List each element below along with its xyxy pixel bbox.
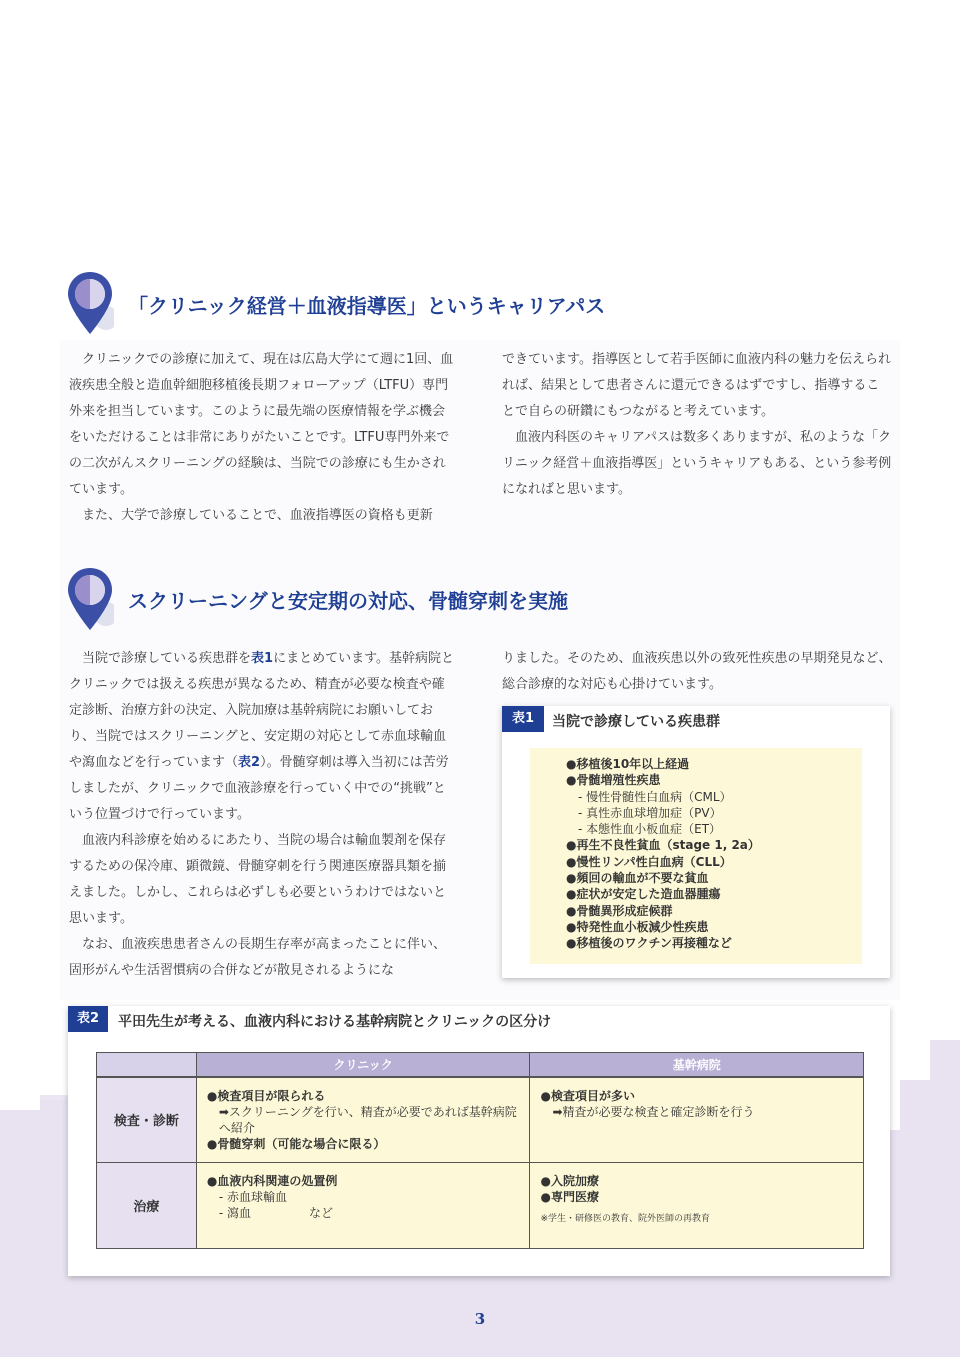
disease-item: - 慢性骨髄性白血病（CML） bbox=[578, 789, 732, 804]
column-header-hospital: 基幹病院 bbox=[530, 1053, 864, 1077]
paragraph: できています。指導医として若手医師に血液内科の魅力を伝えられれば、結果として患者さんに還元できるはずですし、指導することで自らの研鑽にもつながると考えています。 bbox=[502, 352, 891, 419]
disease-item: ●頻回の輸血が不要な貧血 bbox=[566, 871, 709, 886]
paragraph: りました。そのため、血液疾患以外の致死性疾患の早期発見など、総合診療的な対応も心掛けています。 bbox=[502, 651, 892, 692]
section-title-career-path: 「クリニック経営＋血液指導医」というキャリアパス bbox=[128, 294, 606, 318]
disease-item: ●骨髄異形成症候群 bbox=[566, 903, 673, 918]
paragraph: なお、血液疾患患者さんの長期生存率が高まったことに伴い、固形がんや生活習慣病の合併などが散見されるようにな bbox=[69, 937, 447, 978]
cell-clinic-exam: ●検査項目が限られる ➡スクリーニングを行い、精査が必要であれば基幹病院へ紹介 ●骨髄穿刺（可能な場合に限る） bbox=[196, 1077, 530, 1163]
section-title-screening: スクリーニングと安定期の対応、骨髄穿刺を実施 bbox=[128, 589, 568, 613]
disease-item: ●骨髄増殖性疾患 bbox=[566, 773, 661, 788]
section1-right-column bbox=[502, 347, 892, 503]
paragraph: 血液内科診療を始めるにあたり、当院の場合は輸血製剤を保存するための保冷庫、顕微鏡、骨髄穿刺を行う関連医療器具類を揃えました。しかし、これらは必ずしも必要というわけではないと思います。 bbox=[69, 833, 447, 926]
disease-item: ●慢性リンパ性白血病（CLL） bbox=[566, 854, 732, 869]
disease-item: - 真性赤血球増加症（PV） bbox=[578, 805, 722, 820]
table2-tag: 表2 bbox=[68, 1006, 108, 1032]
table2-division bbox=[68, 1006, 890, 1276]
table1-reference[interactable]: 表1 bbox=[251, 651, 274, 666]
cell-hospital-treatment: ●入院加療 ●専門医療 ※学生・研修医の教育、院外医師の再教育 bbox=[530, 1163, 864, 1249]
table-corner bbox=[97, 1053, 197, 1077]
row-label-treatment: 治療 bbox=[97, 1163, 197, 1249]
map-pin-icon bbox=[66, 270, 114, 336]
row-label-exam: 検査・診断 bbox=[97, 1077, 197, 1163]
paragraph: 血液内科医のキャリアパスは数多くありますが、私のような「クリニック経営＋血液指導医」というキャリアもある、という参考例になればと思います。 bbox=[502, 430, 892, 497]
cell-clinic-treatment: ●血液内科関連の処置例 - 赤血球輸血 - 瀉血 など bbox=[196, 1163, 530, 1249]
disease-item: ●移植後のワクチン再接種など bbox=[566, 936, 732, 951]
section2-right-column bbox=[502, 646, 892, 698]
table1-list bbox=[530, 748, 862, 964]
table1-tag: 表1 bbox=[502, 706, 544, 732]
page-number: 3 bbox=[474, 1310, 486, 1328]
cell-hospital-exam: ●検査項目が多い ➡精査が必要な検査と確定診断を行う bbox=[530, 1077, 864, 1163]
section2-left-column bbox=[69, 646, 457, 984]
disease-item: - 本態性血小板血症（ET） bbox=[578, 822, 722, 837]
paragraph: クリニックでの診療に加えて、現在は広島大学にて週に1回、血液疾患全般と造血幹細胞移植後長期フォローアップ（LTFU）専門外来を担当しています。このように最先端の医療情報を学ぶ機会をいただけることは非常にありがたいことです。LTFU専門外来での二次がんスクリーニングの経験は、当院での診療にも生かされています。 bbox=[69, 352, 454, 497]
table1-title: 当院で診療している疾患群 bbox=[552, 714, 720, 730]
table1-disease-groups bbox=[502, 706, 890, 978]
disease-item: ●症状が安定した造血器腫瘍 bbox=[566, 887, 721, 902]
section1-left-column bbox=[69, 347, 457, 529]
table2-title: 平田先生が考える、血液内科における基幹病院とクリニックの区分け bbox=[118, 1014, 552, 1030]
disease-item: ●特発性血小板減少性疾患 bbox=[566, 919, 709, 934]
paragraph: 当院で診療している疾患群を表1にまとめています。基幹病院とクリニックでは扱える疾患が異なるため、精査が必要な検査や確定診断、治療方針の決定、入院加療は基幹病院にお願いしており、当院ではスクリーニングと、安定期の対応として赤血球輸血や瀉血などを行っています（表2）。骨髄穿刺は導入当初には苦労しましたが、クリニックで血液診療を行っていく中での“挑戦”という位置づけで行っています。 bbox=[69, 651, 455, 822]
table2-reference[interactable]: 表2 bbox=[238, 755, 261, 770]
division-table bbox=[96, 1052, 864, 1249]
paragraph: また、大学で診療していることで、血液指導医の資格も更新 bbox=[82, 508, 433, 523]
disease-item: ●再生不良性貧血（stage 1, 2a） bbox=[566, 838, 760, 853]
disease-item: ●移植後10年以上経過 bbox=[566, 757, 690, 771]
map-pin-icon bbox=[66, 566, 114, 632]
column-header-clinic: クリニック bbox=[196, 1053, 530, 1077]
